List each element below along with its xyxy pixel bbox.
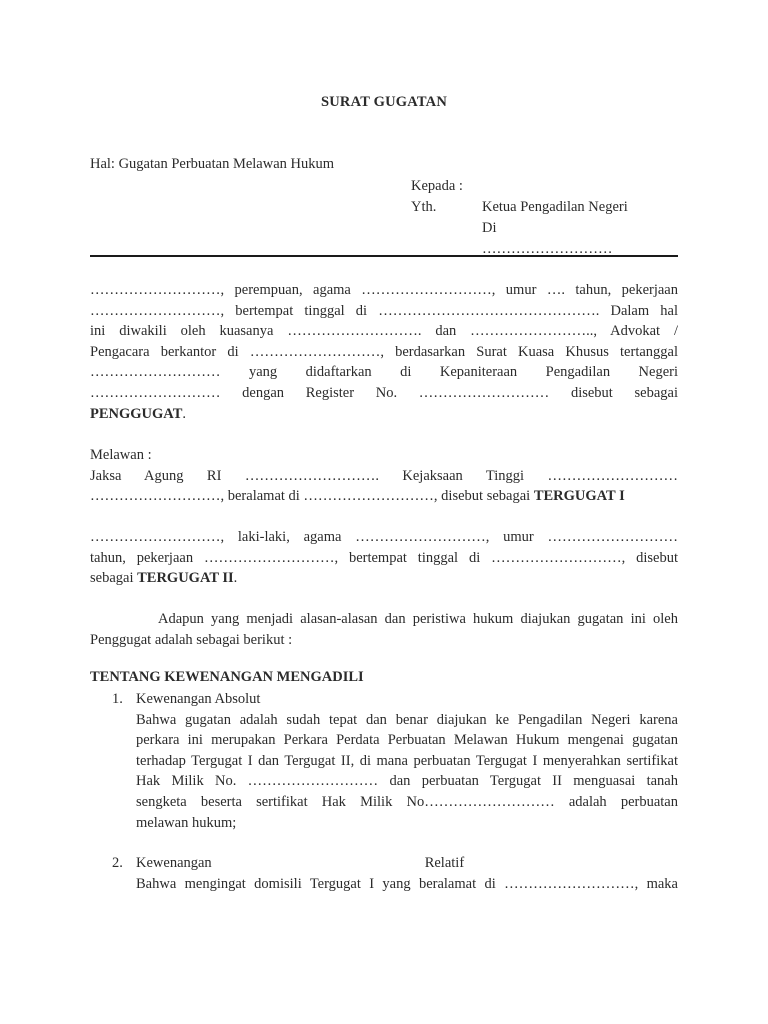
recipient-di: Di xyxy=(482,220,497,236)
tergugat-2-paragraph: ………………………, laki-laki, agama ………………………, umur ……………………… tahun, pekerjaan ………………………, bertempat tinggal di ………………………, disebut sebagai TERGUGAT II. xyxy=(90,529,678,587)
header-divider xyxy=(90,255,678,257)
melawan-paragraph: Melawan : Jaksa Agung RI ………………………. Kejaksaan Tinggi ……………………… ………………………, beralamat di ………………………, disebut sebagai TERGUGAT I xyxy=(90,447,678,505)
list-item xyxy=(112,853,678,894)
adapun-paragraph xyxy=(90,609,678,650)
tergugat-2-label: TERGUGAT II xyxy=(137,570,234,587)
item-line: sengketa beserta sertifikat Hak Milik No……………………… adalah perbuatan xyxy=(136,793,678,810)
penggugat-line: ………………………, bertempat tinggal di ………………………………………. Dalam hal xyxy=(90,302,678,319)
recipient-place: ……………………… xyxy=(482,241,613,257)
item-line: terhadap Tergugat I dan Tergugat II, di mana perbuatan Tergugat I menyerahkan sertifikat xyxy=(136,752,678,769)
kepada-label: Kepada : xyxy=(411,178,463,194)
section-title: TENTANG KEWENANGAN MENGADILI xyxy=(90,669,364,685)
penggugat-line: ……………………… dengan Register No. ……………………… disebut sebagai xyxy=(90,384,678,401)
melawan-line: Jaksa Agung RI ………………………. Kejaksaan Tinggi ……………………… xyxy=(90,467,678,484)
recipient-address xyxy=(411,176,681,260)
yth-label: Yth. xyxy=(411,199,437,215)
penggugat-line: Pengacara berkantor di ………………………, berdasarkan Surat Kuasa Khusus tertanggal xyxy=(90,343,678,360)
item-line: Hak Milik No. ……………………… dan perbuatan Tergugat II menguasai tanah xyxy=(136,773,678,790)
adapun-line: Adapun yang menjadi alasan-alasan dan peristiwa hukum diajukan gugatan ini oleh xyxy=(158,611,678,627)
tergugat-2-line: tahun, pekerjaan ………………………, bertempat tinggal di ………………………, disebut xyxy=(90,549,678,566)
document-page xyxy=(90,0,678,1024)
page-title: SURAT GUGATAN xyxy=(321,94,447,110)
subject-line: Hal: Gugatan Perbuatan Melawan Hukum xyxy=(90,156,335,172)
melawan-label: Melawan : xyxy=(90,447,152,463)
item-heading: Kewenangan Relatif xyxy=(136,855,465,871)
penggugat-paragraph: ………………………, perempuan, agama ………………………, umur …. tahun, pekerjaan ………………………, bertempat tinggal di ………………………………………. Dalam hal ini diwakili oleh kuasanya ………………………. dan …………………….., Advokat / Pengacara berkantor di ………………………, berdasarkan Surat Kuasa Khusus tertanggal ……………………… yang didaftarkan di Kepaniteraan Pengadilan Negeri ……………………… dengan Register No. ……………………… disebut sebagai PENGGUGAT. xyxy=(90,282,678,422)
adapun-line: Penggugat adalah sebagai berikut : xyxy=(90,631,293,648)
penggugat-line: ini diwakili oleh kuasanya ………………………. dan …………………….., Advokat / xyxy=(90,323,678,340)
penggugat-label: PENGGUGAT xyxy=(90,405,183,422)
list-number: 2. xyxy=(112,855,123,871)
item-line: perkara ini merupakan Perkara Perdata Perbuatan Melawan Hukum mengenai gugatan xyxy=(136,732,678,749)
penggugat-line: ……………………… yang didaftarkan di Kepaniteraan Pengadilan Negeri xyxy=(90,364,678,381)
tergugat-1-label: TERGUGAT I xyxy=(533,488,625,505)
list-number: 1. xyxy=(112,691,123,707)
penggugat-line: ………………………, perempuan, agama ………………………, umur …. tahun, pekerjaan xyxy=(90,282,678,298)
item-line: Bahwa gugatan adalah sudah tepat dan benar diajukan ke Pengadilan Negeri karena xyxy=(136,711,678,728)
recipient-name: Ketua Pengadilan Negeri xyxy=(482,199,628,215)
item-heading: Kewenangan Absolut xyxy=(136,691,261,707)
item-line: melawan hukum; xyxy=(136,814,237,831)
tergugat-2-line: ………………………, laki-laki, agama ………………………, umur ……………………… xyxy=(90,529,678,545)
list-item xyxy=(112,689,678,833)
item-line: Bahwa mengingat domisili Tergugat I yang beralamat di ………………………, maka xyxy=(136,875,678,892)
